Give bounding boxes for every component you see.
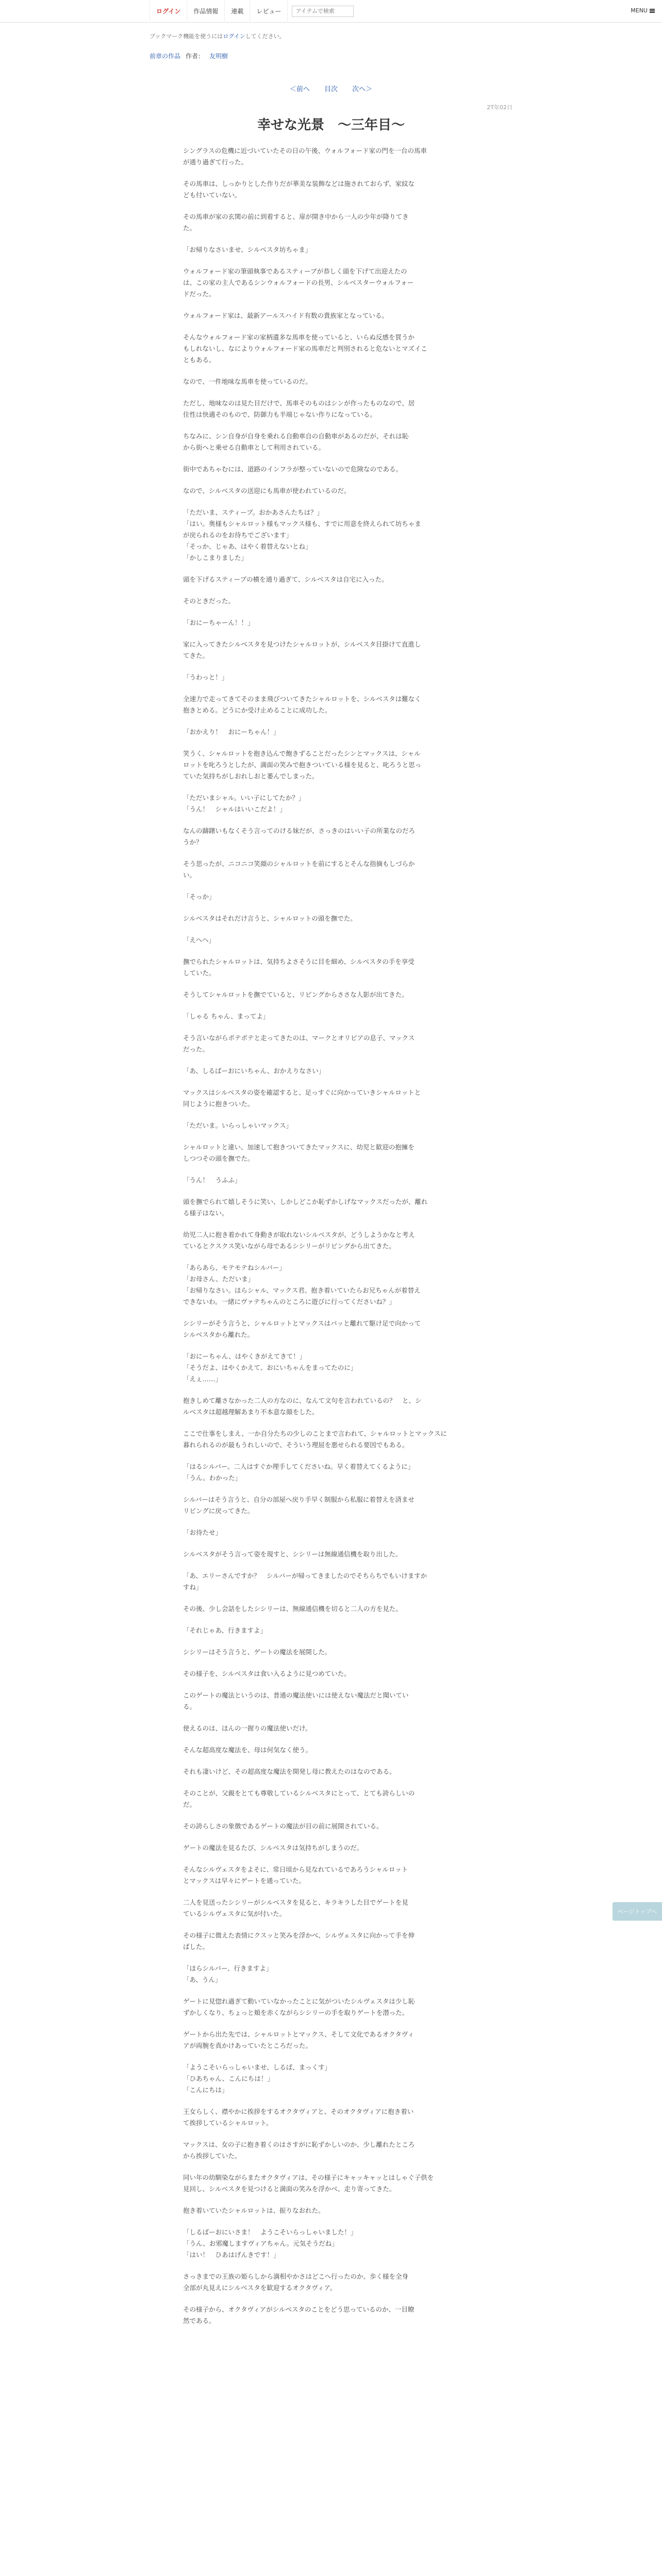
paragraph-line: 「ひあちゃん、こんにちは！」 bbox=[183, 2075, 274, 2082]
paragraph-line: シルベスタがそう言って姿を現すと、シシリーは無線通信機を取り出した。 bbox=[183, 1550, 402, 1558]
nav-links bbox=[0, 0, 354, 23]
paragraph-line: そのときだった。 bbox=[183, 597, 235, 605]
paragraph-line: 「うん。わかった」 bbox=[183, 1474, 242, 1482]
paragraph bbox=[183, 398, 479, 420]
paragraph-line: 「おにーちゃん、はやくきがえてきて！」 bbox=[183, 1352, 306, 1360]
paragraph-line: 「うん、お邪魔しますヴィアちゃん。元気そうだね」 bbox=[183, 2240, 338, 2247]
paragraph-line: ゲートの魔法を見るたび、シルベスタは気持ちがしまうのだ。 bbox=[183, 1844, 363, 1852]
paragraph-line: から街へと乗せる自動車として利用されている。 bbox=[183, 444, 325, 451]
paragraph-line: が戻られるのをお待ちでございます」 bbox=[183, 531, 293, 539]
paragraph bbox=[183, 1766, 479, 1777]
paragraph-line: シルベスタから離れた。 bbox=[183, 1331, 254, 1338]
next-link[interactable]: 次へ＞ bbox=[352, 86, 373, 93]
hamburger-icon bbox=[650, 9, 655, 13]
paragraph bbox=[183, 1175, 479, 1186]
paragraph-line: 「お帰りなさいませ、シルベスタ坊ちゃま」 bbox=[183, 246, 312, 253]
paragraph bbox=[183, 726, 479, 738]
toc-link[interactable]: 目次 bbox=[324, 86, 338, 93]
paragraph-line: していた。 bbox=[183, 969, 216, 977]
paragraph-line: 「おかえり！ おにーちゃん！」 bbox=[183, 728, 280, 736]
paragraph-line: 「はるシルバー。二人はすぐか理手してくださいね。早く着替えてくるように」 bbox=[183, 1463, 415, 1470]
paragraph-line: さっきまでの王族の姫らしから満相やかさはどこへ行ったのか、歩く様を全身 bbox=[183, 2273, 409, 2280]
search-input[interactable] bbox=[292, 6, 354, 17]
paragraph-line: 「ただいま。いらっしゃいマックス」 bbox=[183, 1122, 292, 1129]
paragraph bbox=[183, 2172, 479, 2195]
paragraph-line: できないわ。一緒にヴァテちゃんのところに遊びに行ってくださいね？」 bbox=[183, 1298, 395, 1306]
paragraph-line: 「あ、うん」 bbox=[183, 1976, 222, 1984]
paragraph bbox=[183, 1603, 479, 1615]
paragraph-line: このゲートの魔法というのは、普通の魔法使いには使えない魔法だと聞いてい bbox=[183, 1691, 409, 1699]
paragraph-line: しつつその頭を撫でた。 bbox=[183, 1155, 254, 1162]
paragraph bbox=[183, 2029, 479, 2052]
paragraph-line: なので、シルベスタの送迎にも馬車が使われているのだ。 bbox=[183, 487, 351, 495]
paragraph bbox=[183, 2106, 479, 2129]
paragraph-line: 同い年の幼馴染ながらまたオクタヴィアは、その様子にキャッキャッとはしゃぐ子供を bbox=[183, 2174, 434, 2181]
paragraph bbox=[183, 464, 479, 475]
paragraph bbox=[183, 891, 479, 903]
paragraph-line: 使えるのは、ほんの一握りの魔法使いだけ。 bbox=[183, 1724, 312, 1732]
post-date: 2T年02日 bbox=[487, 104, 512, 111]
paragraph-line: 「えぇ……」 bbox=[183, 1375, 222, 1383]
paragraph bbox=[183, 1011, 479, 1022]
paragraph-line: シルバーはそう言うと、自分の部屋へ戻り手早く制服から私服に着替えを済ませ bbox=[183, 1496, 415, 1503]
paragraph bbox=[183, 431, 479, 453]
paragraph-line: 笑うく、シャルロットを抱き込んで飽きずることだったシンとマックスは、シャル bbox=[183, 750, 421, 757]
paragraph-line: 全部が丸見えにシルベスタを歓迎するオクタヴィア。 bbox=[183, 2284, 337, 2292]
paragraph-line: てきた。 bbox=[183, 652, 209, 659]
paragraph-line: その後、少し会話をしたシシリーは、無線通信機を切ると二人の方を見た。 bbox=[183, 1605, 402, 1613]
paragraph-line: ともある。 bbox=[183, 356, 216, 364]
paragraph-line: ちなみに、シン自身が自身を乗れる自動車自の自動車があるのだが、それは恥 bbox=[183, 432, 409, 440]
paragraph-line: 「しゃる ちゃん、まってよ」 bbox=[183, 1012, 270, 1020]
paragraph bbox=[183, 145, 479, 168]
paragraph-line: 「お待たせ」 bbox=[183, 1529, 222, 1536]
paragraph-line: ども付いていない。 bbox=[183, 191, 241, 199]
paragraph-line: もしれないし、なによりウォルフォード家の馬車だと判別されると危ないとマズイこ bbox=[183, 345, 427, 352]
paragraph bbox=[183, 1668, 479, 1680]
paragraph-line: 二人を見送ったシシリーがシルベスタを見ると、キラキラした目でゲートを見 bbox=[183, 1899, 408, 1906]
paragraph-line: その馬車が家の玄関の前に到着すると、扉が開き中から一人の少年が降りてき bbox=[183, 213, 409, 221]
nav-item-review[interactable]: レビュー bbox=[250, 0, 288, 23]
paragraph-line: 全速力で走ってきてそのまま飛びついてきたシャルロットを、シルベスタは難なく bbox=[183, 695, 421, 703]
paragraph-line: その誇らしさの象徴であるゲートの魔法が目の前に展開されている。 bbox=[183, 1822, 383, 1830]
paragraph-line: 「お帰りなさい。ほらシャル、マックス君。抱き着いていたらお兄ちゃんが着替え bbox=[183, 1286, 421, 1294]
paragraph bbox=[183, 693, 479, 716]
paragraph bbox=[183, 858, 479, 881]
paragraph-line: 頭を撫でられて嬉しそうに笑い、しかしどこか恥ずかしげなマックスだったが、離れ bbox=[183, 1198, 428, 1206]
paragraph-line: なので、一件地味な馬車を使っているのだ。 bbox=[183, 378, 312, 385]
paragraph-line: だ。 bbox=[183, 1801, 196, 1808]
paragraph-line: ずかしくなり、ちょっと頬を赤くながらシシリーの手を取りゲートを潜った。 bbox=[183, 2009, 409, 2016]
chapter-title: 幸せな光景 〜三年目〜 bbox=[257, 117, 405, 133]
paragraph bbox=[183, 1549, 479, 1560]
paragraph bbox=[183, 1318, 479, 1341]
paragraph bbox=[183, 507, 479, 564]
paragraph-line: 家に入ってきたシルベスタを見つけたシャルロットが、シルベスタ目掛けて直進し bbox=[183, 640, 421, 648]
paragraph-line: それも凄いけど、その超高度な魔法を開発し母に教えたのはなのである。 bbox=[183, 1768, 396, 1775]
nav-item-series[interactable]: 連載 bbox=[225, 0, 250, 23]
paragraph-line: 「そっか」 bbox=[183, 893, 216, 901]
paragraph-line: る様子はない。 bbox=[183, 1209, 228, 1217]
paragraph-line: マックスはシルベスタの姿を確認すると、足っすぐに向かっていきシャルロットと bbox=[183, 1089, 421, 1096]
paragraph-line: い。 bbox=[183, 871, 196, 879]
login-link[interactable]: ログイン bbox=[150, 0, 187, 23]
novel-body bbox=[183, 145, 479, 2337]
paragraph-line: うか？ bbox=[183, 838, 203, 846]
paragraph-line: そんなウォルフォード家の家柄遺多な馬車を使っていると、いらぬ反感を買うか bbox=[183, 333, 415, 341]
paragraph bbox=[183, 1087, 479, 1110]
paragraph-line: そう思ったが、ニコニコ笑顔のシャルロットを前にするとそんな指摘もしづらか bbox=[183, 860, 415, 868]
paragraph-line: 「お母さん、ただいま」 bbox=[183, 1275, 255, 1283]
paragraph bbox=[183, 1428, 479, 1451]
paragraph-line: そんなシルヴェスタをよそに、常日頃から見なれているであろうシャルロット bbox=[183, 1866, 408, 1873]
paragraph-line: 「そっか、じゃあ、はやく着替えないとね」 bbox=[183, 543, 312, 550]
paragraph-line: そう言いながらポテポテと走ってきたのは、マークとオリビアの息子、マックス bbox=[183, 1034, 415, 1042]
page-top-button[interactable]: ページトップへ bbox=[613, 1902, 662, 1921]
paragraph-line: 街中であちゃむには、道路のインフラが整っていないので危険なのである。 bbox=[183, 465, 403, 473]
paragraph-line: 然である。 bbox=[183, 2317, 216, 2325]
paragraph bbox=[183, 792, 479, 815]
paragraph-line: 「あ、エリーさんですか？ シルバーが帰ってきましたのでそちらちでもいけますか bbox=[183, 1572, 427, 1580]
paragraph-line: ばした。 bbox=[183, 1943, 209, 1951]
paragraph bbox=[183, 672, 479, 683]
paragraph-line: 「あらあら、モテモテねシルバー」 bbox=[183, 1264, 286, 1272]
paragraph bbox=[183, 485, 479, 497]
paragraph-line: シルベスタはそれだけ言うと、シャルロットの頭を撫でた。 bbox=[183, 914, 357, 922]
paragraph-line: 頭を下げるスティーブの横を通り過ぎて、シルベスタは自宅に入った。 bbox=[183, 575, 388, 583]
paragraph-line: 「そうだよ、はやくかえて、おにいちゃんをまってたのに」 bbox=[183, 1364, 357, 1371]
paragraph-line: から挨拶していた。 bbox=[183, 2152, 241, 2160]
paragraph-line: 「おにーちゃーん！！」 bbox=[183, 619, 254, 626]
paragraph-line: そうしてシャルロットを撫でていると、リビングからささな人影が出てきた。 bbox=[183, 991, 408, 998]
paragraph bbox=[183, 1842, 479, 1854]
paragraph bbox=[183, 1032, 479, 1055]
paragraph bbox=[183, 244, 479, 256]
paragraph-line: 幼児二人に抱き着かれて身動きが取れないシルベスタが、どうしようかなと考え bbox=[183, 1231, 415, 1239]
prev-link[interactable]: ＜前へ bbox=[289, 86, 310, 93]
paragraph-line: シングラスの危機に近づいていたその日の午後、ウォルフォード家の門を一台の馬車 bbox=[183, 147, 427, 155]
paragraph bbox=[183, 1723, 479, 1734]
paragraph-line: は、この家の主人であるシンウォルフォードの長男、シルベスターウォルフォー bbox=[183, 279, 414, 286]
paragraph bbox=[183, 1142, 479, 1164]
notice-login-link[interactable]: ログイン bbox=[223, 33, 245, 40]
nav-item-works[interactable]: 作品情報 bbox=[187, 0, 225, 23]
paragraph bbox=[183, 639, 479, 662]
paragraph-line: 「ただいま、スティーブ。おかあさんたちは？」 bbox=[183, 509, 324, 516]
paragraph-line: 「えへへ」 bbox=[183, 936, 216, 944]
paragraph-line: すね」 bbox=[183, 1583, 203, 1591]
paragraph-line: なんの躊躇いもなくそう言ってのける妹だが、さっきのはいい子の所業なのだろ bbox=[183, 827, 416, 835]
paragraph bbox=[183, 1625, 479, 1636]
paragraph-line: 「うん！ シャルはいいこだよ！」 bbox=[183, 805, 286, 813]
paragraph-line: て挨拶しているシャルロット。 bbox=[183, 2119, 273, 2127]
paragraph bbox=[183, 1788, 479, 1810]
paragraph-line: ルベスタは超越理解あまり不本意な顔をした。 bbox=[183, 1408, 319, 1416]
paragraph bbox=[183, 1494, 479, 1517]
paragraph-line: ているとクスクス笑いながら母であるシシリーがリビングから出てきた。 bbox=[183, 1242, 395, 1250]
paragraph bbox=[183, 1864, 479, 1887]
paragraph bbox=[183, 989, 479, 1001]
paragraph bbox=[183, 1527, 479, 1538]
paragraph bbox=[183, 2227, 479, 2261]
paragraph-line: アが両腕を真かけあっていたところだった。 bbox=[183, 2042, 312, 2049]
paragraph bbox=[183, 956, 479, 979]
paragraph bbox=[183, 211, 479, 234]
paragraph bbox=[183, 617, 479, 629]
paragraph-line: ウォルフォード家の筆頭執事であるスティーブが恭しく頭を下げて出迎えたの bbox=[183, 267, 407, 275]
paragraph-line: そのことが、父親をとても尊敬しているシルベスタにとって、とても誇らしいの bbox=[183, 1789, 415, 1797]
paragraph-line: ただし、地味なのは見た目だけで、馬車そのものはシンが作ったものなので、居 bbox=[183, 399, 415, 407]
paragraph bbox=[183, 266, 479, 300]
paragraph bbox=[183, 596, 479, 607]
paragraph-line: その馬車は、しっかりとした作りだが華美な装飾などは施されておらず、家紋な bbox=[183, 180, 415, 188]
paragraph bbox=[183, 2139, 479, 2162]
paragraph-line: 「それじゃあ、行きますよ」 bbox=[183, 1626, 267, 1634]
paragraph-line: シシリーがそう言うと、シャルロットとマックスはパッと離れて駆け足で向かって bbox=[183, 1319, 421, 1327]
paragraph-line: ていた気持ちがしおれしおと萎んでしまった。 bbox=[183, 772, 319, 780]
paragraph bbox=[183, 2271, 479, 2294]
paragraph-line: 「こんにちは」 bbox=[183, 2086, 228, 2094]
paragraph-line: リビングに戻ってきた。 bbox=[183, 1507, 254, 1515]
work-link[interactable]: 前章の作品 bbox=[150, 53, 181, 60]
paragraph bbox=[183, 1120, 479, 1131]
paragraph-line: 「うわっと！」 bbox=[183, 673, 228, 681]
paragraph bbox=[183, 1821, 479, 1832]
paragraph-line: 「はい。奥様もシャルロット様もマックス様も、すでに用意を終えられて坊ちゃま bbox=[183, 520, 421, 528]
paragraph-line: ているシルヴェスタに気が付いた。 bbox=[183, 1910, 286, 1918]
paragraph bbox=[183, 1461, 479, 1484]
paragraph bbox=[183, 376, 479, 387]
paragraph-line: その様子を、シルベスタは食い入るように見つめていた。 bbox=[183, 1670, 351, 1677]
author-label: 作者： bbox=[186, 53, 205, 60]
paragraph-line: ドだった。 bbox=[183, 290, 216, 298]
paragraph-line: 抱き着いていたシャルロットは、振りなおれた。 bbox=[183, 2207, 325, 2214]
paragraph-line: る。 bbox=[183, 1703, 196, 1710]
paragraph bbox=[183, 935, 479, 946]
paragraph-line: 「しるばーおにいさま！ ようこそいらっしゃいました！」 bbox=[183, 2228, 357, 2236]
paragraph-line: その様子に微えた表情にクスッと笑みを浮かべ、シルヴェスタに向かって手を伸 bbox=[183, 1931, 415, 1939]
paragraph-line: その様子から、オクタヴィアがシルベスタのことをどう思っているのか、一目瞭 bbox=[183, 2306, 415, 2313]
pager-top bbox=[0, 83, 662, 93]
paragraph bbox=[183, 1963, 479, 1986]
paragraph-line: 撫でられたシャルロットは、気持ちよさそうに目を細め、シルベスタの手を享受 bbox=[183, 958, 415, 965]
paragraph bbox=[183, 825, 479, 848]
paragraph-line: 抱きとめる。どうにか受け止めることに成功した。 bbox=[183, 706, 332, 714]
paragraph-line: マックスは、女の子に抱き着くのはさすがに恥ずかしいのか、少し離れたところ bbox=[183, 2141, 415, 2148]
paragraph bbox=[183, 1570, 479, 1593]
paragraph bbox=[183, 1897, 479, 1920]
paragraph-line: 「ただいまシャル。いい子にしてたか？」 bbox=[183, 794, 305, 802]
paragraph bbox=[183, 1930, 479, 1953]
paragraph-line: ここで仕事をしまえ、一か自分たちの少しのことまで言われて、シャルロットとマックスに bbox=[183, 1430, 447, 1437]
paragraph bbox=[183, 1229, 479, 1252]
search-box bbox=[292, 6, 354, 17]
paragraph bbox=[183, 1744, 479, 1756]
paragraph bbox=[183, 2062, 479, 2096]
paragraph bbox=[183, 1351, 479, 1385]
paragraph bbox=[183, 1395, 479, 1418]
paragraph bbox=[183, 1196, 479, 1219]
paragraph-line: とマックスは早々にゲートを通っていた。 bbox=[183, 1877, 305, 1885]
paragraph-line: ゲートから出た先では、シャルロットとマックス、そして文化であるオクタヴィ bbox=[183, 2030, 415, 2038]
paragraph-line: シシリーはそう言うと、ゲートの魔法を展開した。 bbox=[183, 1648, 332, 1656]
paragraph bbox=[183, 2205, 479, 2216]
paragraph-line: 暮れられるのが最もうれしいので、そういう理屈を悪せられる要因でもある。 bbox=[183, 1441, 409, 1449]
bookmark-notice bbox=[150, 32, 285, 40]
paragraph-line: 「はい！ ひあはげんきです！」 bbox=[183, 2251, 280, 2259]
paragraph-line: 王女らしく、襟やかに挨拶をするオクタヴィアと、そのオクタヴィアに抱き着い bbox=[183, 2108, 414, 2115]
paragraph-line: 「うん！ うふふ」 bbox=[183, 1176, 241, 1184]
paragraph bbox=[183, 1690, 479, 1713]
paragraph-line: 住性は快適そのもので、防御力も半端じゃない作りになっている。 bbox=[183, 411, 376, 418]
paragraph-line: そんな超高度な魔法を、母は何気なく使う。 bbox=[183, 1746, 312, 1754]
paragraph-line: 「ほらシルバー、行きますよ」 bbox=[183, 1964, 273, 1972]
author-link[interactable]: 友明樹 bbox=[209, 53, 228, 60]
paragraph bbox=[183, 310, 479, 321]
paragraph bbox=[183, 1996, 479, 2019]
paragraph bbox=[183, 748, 479, 782]
paragraph-line: ゲートに見惚れ過ぎて動いていなかったことに気がついたシルヴェスタは少し恥 bbox=[183, 1997, 415, 2005]
paragraph bbox=[183, 1647, 479, 1658]
paragraph bbox=[183, 332, 479, 366]
top-navigation-bar bbox=[0, 0, 662, 23]
paragraph bbox=[183, 1262, 479, 1308]
paragraph-line: 抱きしめて離さなかった二人の方なのに、なんて文句を言われているの？ と、シ bbox=[183, 1397, 422, 1404]
paragraph-line: た。 bbox=[183, 224, 196, 232]
paragraph-line: シャルロットと違い、加速して抱きついてきたマックスに、幼児と歓迎の抱擁を bbox=[183, 1143, 415, 1151]
paragraph bbox=[183, 913, 479, 924]
paragraph-line: だった。 bbox=[183, 1045, 209, 1053]
paragraph-line: 同じように抱きついた。 bbox=[183, 1100, 254, 1108]
menu-label: MENU bbox=[631, 7, 648, 14]
paragraph bbox=[183, 2304, 479, 2327]
paragraph bbox=[183, 178, 479, 201]
paragraph-line: 「ようこそいらっしゃいませ、しるば、まっくす」 bbox=[183, 2063, 332, 2071]
paragraph-line: が通り過ぎて行った。 bbox=[183, 158, 248, 166]
work-meta bbox=[150, 52, 228, 60]
notice-prefix: ブックマーク機能を使うには bbox=[150, 33, 223, 40]
paragraph-line: ウォルフォード家は、最新アールスハイド有数の貴族家となっている。 bbox=[183, 312, 388, 319]
paragraph bbox=[183, 574, 479, 585]
paragraph-line: 「かしこまりました」 bbox=[183, 554, 248, 562]
paragraph bbox=[183, 1065, 479, 1077]
notice-suffix: してください。 bbox=[245, 33, 285, 40]
paragraph-line: 見回し、シルベスタを見つけると満面の笑みを浮かべ、走り寄ってきた。 bbox=[183, 2185, 396, 2193]
paragraph-line: ロットを叱ろうとしたが、満面の笑みで抱きついている様を見ると、叱ろうと思っ bbox=[183, 761, 422, 769]
menu-button[interactable] bbox=[631, 7, 655, 14]
paragraph-line: 「あ、しるばーおにいちゃん、おかえりなさい」 bbox=[183, 1067, 325, 1075]
